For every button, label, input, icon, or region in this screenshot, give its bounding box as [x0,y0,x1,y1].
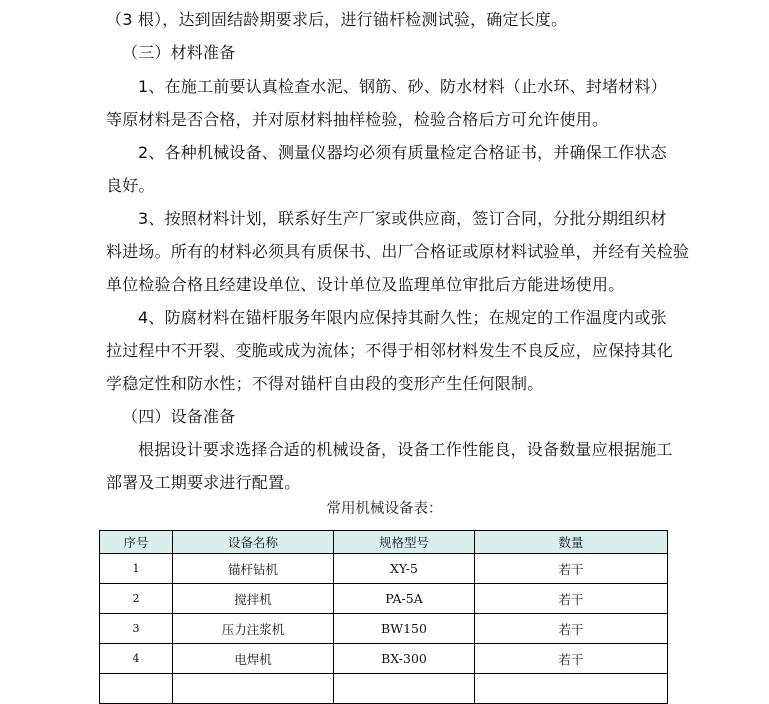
header-quantity: 数量 [475,531,668,554]
cell-model: BX-300 [334,644,475,674]
cell-model [334,674,475,704]
paragraph-line: 1、在施工前要认真检查水泥、钢筋、砂、防水材料（止水环、封堵材料） [138,77,667,96]
cell-equipment-name [173,674,334,704]
table-row [100,584,668,614]
cell-model: XY-5 [334,554,475,584]
cell-index: 3 [100,614,173,644]
table-row-partial [100,674,668,704]
paragraph-line: （3 根），达到固结龄期要求后，进行锚杆检测试验，确定长度。 [106,10,568,29]
header-model: 规格型号 [334,531,475,554]
header-equipment-name: 设备名称 [173,531,334,554]
cell-quantity: 若干 [475,644,668,674]
paragraph-line: 4、防腐材料在锚杆服务年限内应保持其耐久性；在规定的工作温度内或张 [138,308,667,327]
cell-index [100,674,173,704]
section-heading-materials: （三）材料准备 [122,43,236,62]
cell-model: BW150 [334,614,475,644]
paragraph-line: 单位检验合格且经建设单位、设计单位及监理单位审批后方能进场使用。 [106,275,625,294]
section-heading-equipment: （四）设备准备 [122,407,236,426]
table-row [100,614,668,644]
cell-index: 4 [100,644,173,674]
table-row [100,554,668,584]
table-row [100,644,668,674]
cell-quantity: 若干 [475,614,668,644]
table-header-row [100,531,668,554]
header-index: 序号 [100,531,173,554]
cell-equipment-name: 锚杆钻机 [173,554,334,584]
cell-index: 2 [100,584,173,614]
paragraph-line: 2、各种机械设备、测量仪器均必须有质量检定合格证书，并确保工作状态 [138,143,667,162]
paragraph-line: 料进场。所有的材料必须具有质保书、出厂合格证或原材料试验单，并经有关检验 [106,242,690,261]
table-caption: 常用机械设备表： [326,501,443,517]
cell-quantity: 若干 [475,554,668,584]
cell-equipment-name: 电焊机 [173,644,334,674]
paragraph-line: 部署及工期要求进行配置。 [106,473,301,492]
paragraph-line: 根据设计要求选择合适的机械设备，设备工作性能良，设备数量应根据施工 [138,440,673,459]
equipment-table [99,530,668,704]
paragraph-line: 学稳定性和防水性；不得对锚杆自由段的变形产生任何限制。 [106,374,544,393]
cell-equipment-name: 搅拌机 [173,584,334,614]
cell-quantity [475,674,668,704]
paragraph-line: 拉过程中不开裂、变脆或成为流体；不得于相邻材料发生不良反应，应保持其化 [106,341,674,360]
cell-quantity: 若干 [475,584,668,614]
paragraph-line: 等原材料是否合格，并对原材料抽样检验，检验合格后方可允许使用。 [106,110,609,129]
paragraph-line: 良好。 [106,176,155,195]
cell-equipment-name: 压力注浆机 [173,614,334,644]
paragraph-line: 3、按照材料计划，联系好生产厂家或供应商，签订合同，分批分期组织材 [138,209,667,228]
cell-model: PA-5A [334,584,475,614]
cell-index: 1 [100,554,173,584]
